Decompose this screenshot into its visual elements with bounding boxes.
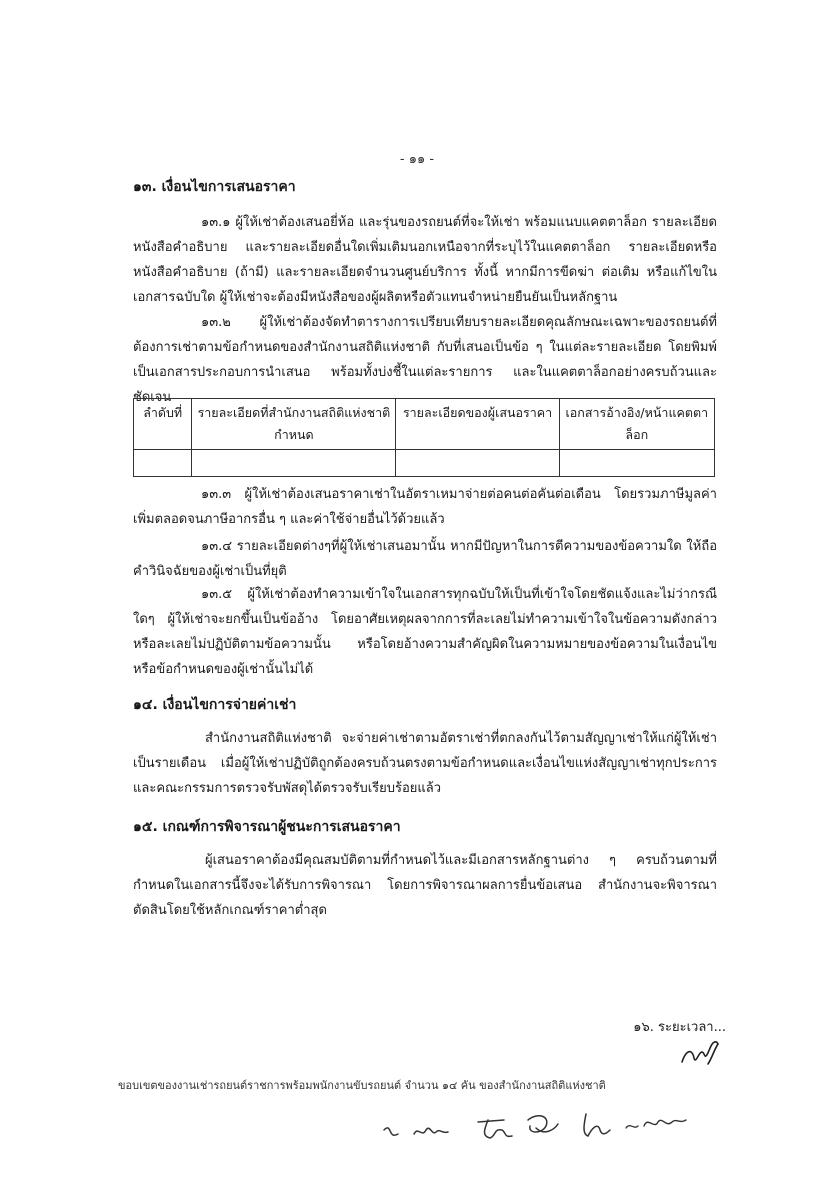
table-header-row (134, 399, 715, 450)
continuation-marker: ๑๖. ระยะเวลา... (633, 1020, 726, 1035)
section-14-heading: ๑๔. เงื่อนไขการจ่ายค่าเช่า (133, 697, 297, 713)
section-13-3-paragraph: ๑๓.๓ ผู้ให้เช่าต้องเสนอราคาเช่าในอัตราเหมาจ่ายต่อคนต่อคันต่อเดือน โดยรวมภาษีมูลค่าเพิ่มตลอดจนภาษีอากรอื่น ๆ และค่าใช้จ่ายอื่นไว้ด้วยแล้ว (133, 487, 717, 527)
table-cell (559, 450, 714, 477)
section-15-paragraph: ผู้เสนอราคาต้องมีคุณสมบัติตามที่กำหนดไว้และมีเอกสารหลักฐานต่าง ๆ ครบถ้วนตามที่กำหนดในเอกสารนี้จึงจะได้รับการพิจารณา โดยการพิจารณาผลการยื่นข้อเสนอ สำนักงานจะพิจารณาตัดสินโดยใช้หลักเกณฑ์ราคาต่ำสุด (133, 853, 717, 918)
page-number: - ๑๑ - (399, 152, 435, 167)
section-13-1-paragraph: ๑๓.๑ ผู้ให้เช่าต้องเสนอยี่ห้อ และรุ่นของรถยนต์ที่จะให้เช่า พร้อมแนบแคตตาล็อก รายละเอียดหนังสือคำอธิบาย และรายละเอียดอื่นใดเพิ่มเติมนอกเหนือจากที่ระบุไว้ในแคตตาล็อก รายละเอียดหรือหนังสือคำอธิบาย (ถ้ามี) และรายละเอียดจำนวนศูนย์บริการ ทั้งนี้ หากมีการขีดฆ่า ต่อเติม หรือแก้ไขในเอกสารฉบับใด ผู้ให้เช่าจะต้องมีหนังสือของผู้ผลิตหรือตัวแทนจำหน่ายยืนยันเป็นหลักฐาน (133, 215, 717, 305)
table-cell (134, 450, 192, 477)
section-13-2-paragraph: ๑๓.๒ ผู้ให้เช่าต้องจัดทำตารางการเปรียบเทียบรายละเอียดคุณลักษณะเฉพาะของรถยนต์ที่ต้องการเช่าตามข้อกำหนดของสำนักงานสถิติแห่งชาติ กับที่เสนอเป็นข้อ ๆ ในแต่ละรายละเอียด โดยพิมพ์เป็นเอกสารประกอบการนำเสนอ พร้อมทั้งบ่งชี้ในแต่ละรายการ และในแคตตาล็อกอย่างครบถ้วนและชัดเจน (133, 315, 717, 405)
section-15-heading: ๑๕. เกณฑ์การพิจารณาผู้ชนะการเสนอราคา (133, 819, 401, 835)
handwritten-initials-signature (678, 1036, 722, 1068)
table-header-cell: รายละเอียดที่สำนักงานสถิติแห่งชาติกำหนด (192, 399, 396, 450)
section-14-paragraph: สำนักงานสถิติแห่งชาติ จะจ่ายค่าเช่าตามอัตราเช่าที่ตกลงกันไว้ตามสัญญาเช่าให้แก่ผู้ให้เช่าเป็นรายเดือน เมื่อผู้ให้เช่าปฏิบัติถูกต้องครบถ้วนตรงตามข้อกำหนดและเงื่อนไขแห่งสัญญาเช่าทุกประการและคณะกรรมการตรวจรับพัสดุได้ตรวจรับเรียบร้อยแล้ว (133, 731, 717, 796)
section-13-heading: ๑๓. เงื่อนไขการเสนอราคา (133, 179, 296, 195)
comparison-table (133, 398, 715, 477)
footer-text: ขอบเขตของงานเช่ารถยนต์ราชการพร้อมพนักงานขับรถยนต์ จำนวน ๑๔ คัน ของสำนักงานสถิติแห่งชาติ (118, 1079, 606, 1092)
section-13-5-paragraph: ๑๓.๕ ผู้ให้เช่าต้องทำความเข้าใจในเอกสารทุกฉบับให้เป็นที่เข้าใจโดยชัดแจ้งและไม่ว่ากรณีใดๆ ผู้ให้เช่าจะยกขึ้นเป็นข้ออ้าง โดยอาศัยเหตุผลจากการที่ละเลยไม่ทำความเข้าใจในข้อความดังกล่าว หรือละเลยไม่ปฏิบัติตามข้อความนั้น หรือโดยอ้างความสำคัญผิดในความหมายของข้อความในเงื่อนไขหรือข้อกำหนดของผู้เช่านั้นไม่ได้ (133, 587, 717, 677)
table-header-cell: รายละเอียดของผู้เสนอราคา (396, 399, 559, 450)
table-header-cell: ลำดับที่ (134, 399, 192, 450)
section-13-4-paragraph: ๑๓.๔ รายละเอียดต่างๆที่ผู้ให้เช่าเสนอมานั้น หากมีปัญหาในการตีความของข้อความใด ให้ถือคำวินิจฉัยของผู้เช่าเป็นที่ยุติ (133, 539, 717, 579)
table-cell (192, 450, 396, 477)
table-header-cell: เอกสารอ้างอิง/หน้าแคตตาล็อก (559, 399, 714, 450)
committee-signatures (378, 1100, 698, 1150)
table-row (134, 450, 715, 477)
table-cell (396, 450, 559, 477)
